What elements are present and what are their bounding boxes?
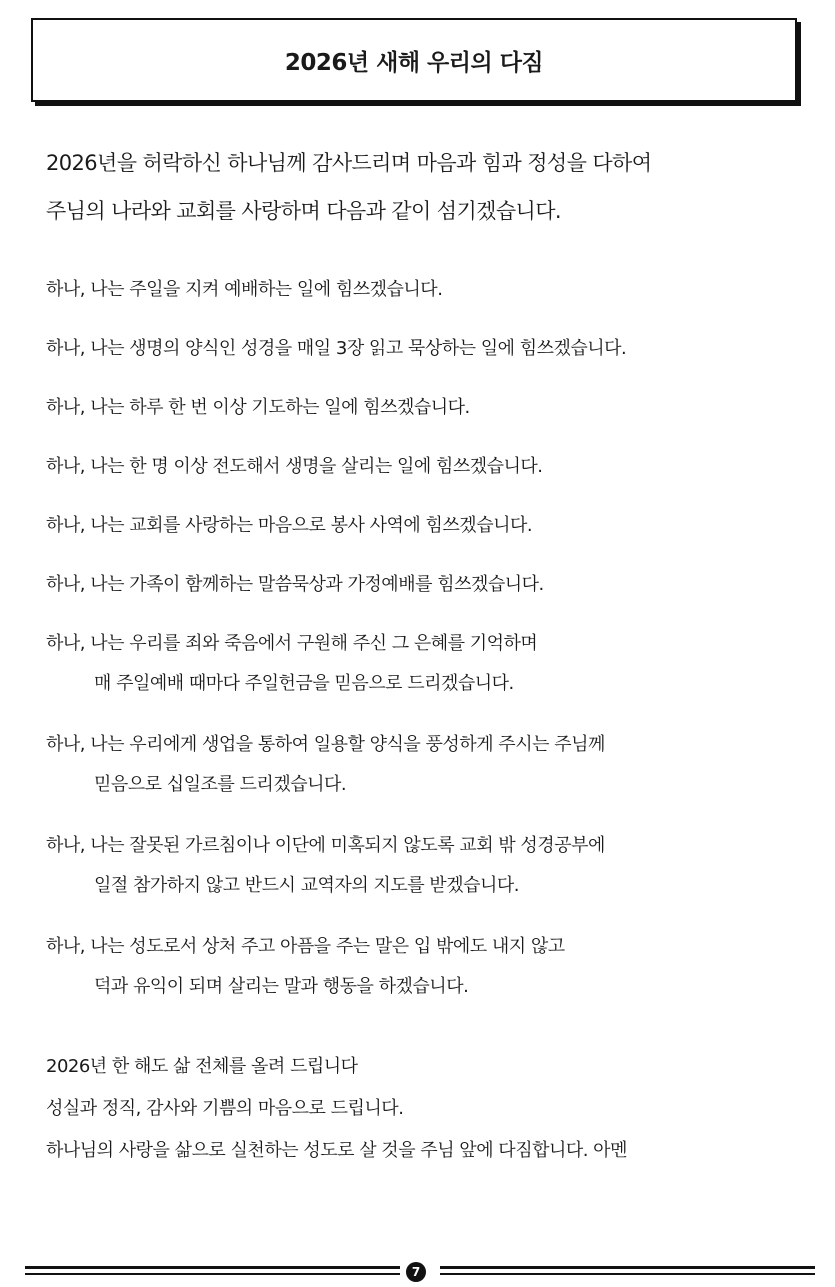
pledge-line: 하나, 나는 성도로서 상처 주고 아픔을 주는 말은 입 밖에도 내지 않고 [46,936,565,957]
closing-line: 성실과 정직, 감사와 기쁨의 마음으로 드립니다. [46,1098,404,1119]
pledge-line: 하나, 나는 잘못된 가르침이나 이단에 미혹되지 않도록 교회 밖 성경공부에 [46,835,605,856]
pledge-line-continued: 덕과 유익이 되며 살리는 말과 행동을 하겠습니다. [94,976,469,997]
page-number-badge: 7 [406,1262,426,1282]
pledge-line-continued: 믿음으로 십일조를 드리겠습니다. [94,774,347,795]
footer-rule-left-thin [25,1273,400,1275]
pledge-item [46,725,816,807]
closing-line: 하나님의 사랑을 삶으로 실천하는 성도로 살 것을 주님 앞에 다짐합니다. 아멘 [46,1140,627,1161]
pledge-item [46,565,816,605]
pledge-line: 하나, 나는 주일을 지켜 예배하는 일에 힘쓰겠습니다. [46,279,443,300]
pledge-line: 하나, 나는 교회를 사랑하는 마음으로 봉사 사역에 힘쓰겠습니다. [46,515,533,536]
page-title: 2026년 새해 우리의 다짐 [284,49,544,76]
intro-paragraph [46,142,806,238]
footer-rule-right [440,1266,815,1269]
page-footer [25,1262,815,1284]
footer-rule-left [25,1266,400,1269]
pledge-item [46,329,816,369]
pledge-item [46,624,816,706]
intro-line: 주님의 나라와 교회를 사랑하며 다음과 같이 섬기겠습니다. [46,199,561,223]
footer-rule-right-thin [440,1273,815,1275]
pledge-item [46,927,816,1009]
pledge-line: 하나, 나는 우리에게 생업을 통하여 일용할 양식을 풍성하게 주시는 주님께 [46,734,605,755]
pledge-line: 하나, 나는 생명의 양식인 성경을 매일 3장 읽고 묵상하는 일에 힘쓰겠습니다. [46,338,627,359]
pledge-line: 하나, 나는 가족이 함께하는 말씀묵상과 가정예배를 힘쓰겠습니다. [46,574,544,595]
pledge-line: 하나, 나는 하루 한 번 이상 기도하는 일에 힘쓰겠습니다. [46,397,470,418]
closing-paragraph [46,1048,816,1174]
pledge-item [46,506,816,546]
pledge-line-continued: 매 주일예배 때마다 주일헌금을 믿음으로 드리겠습니다. [94,673,514,694]
title-box [31,18,797,102]
pledge-line-continued: 일절 참가하지 않고 반드시 교역자의 지도를 받겠습니다. [94,875,519,896]
pledge-list [46,270,816,1028]
pledge-line: 하나, 나는 우리를 죄와 죽음에서 구원해 주신 그 은혜를 기억하며 [46,633,538,654]
pledge-item [46,447,816,487]
pledge-line: 하나, 나는 한 명 이상 전도해서 생명을 살리는 일에 힘쓰겠습니다. [46,456,543,477]
pledge-item [46,270,816,310]
pledge-item [46,388,816,428]
pledge-item [46,826,816,908]
closing-line: 2026년 한 해도 삶 전체를 올려 드립니다 [46,1056,358,1077]
intro-line: 2026년을 허락하신 하나님께 감사드리며 마음과 힘과 정성을 다하여 [46,151,652,175]
